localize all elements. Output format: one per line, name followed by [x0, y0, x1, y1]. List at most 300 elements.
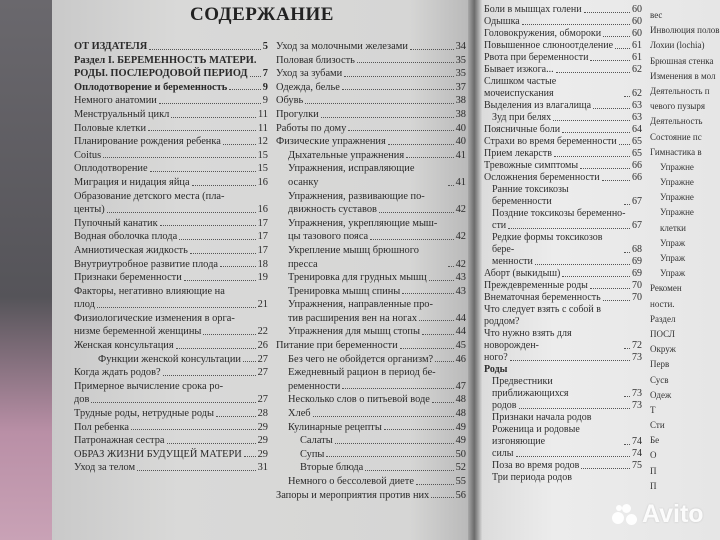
leader-dots [250, 76, 261, 77]
toc-entry-title: Упражнения, исправляющие осанку [288, 163, 415, 188]
toc-entry-title: Рвота при беременности [484, 52, 589, 63]
toc-entry-title: Обувь [276, 95, 304, 107]
leader-dots [149, 49, 261, 50]
toc-entry [74, 149, 268, 163]
toc-entry [484, 352, 642, 364]
toc-entry-title: движность суставов [288, 204, 377, 216]
toc-middle-column [276, 40, 466, 502]
toc-entry-title: Пол ребенка [74, 421, 129, 433]
toc-entry-page: 44 [455, 326, 466, 338]
toc-entry-page: 40 [455, 122, 466, 134]
toc-entry-page: 56 [455, 489, 466, 501]
toc-fragment: Упраж [660, 237, 686, 248]
toc-entry [276, 380, 466, 394]
toc-entry [484, 448, 642, 460]
leader-dots [602, 180, 630, 181]
toc-entry-page: 52 [455, 462, 466, 474]
leader-dots [216, 416, 256, 417]
leader-dots [150, 171, 256, 172]
toc-entry-page: 21 [257, 299, 268, 311]
toc-entry-page: 47 [455, 380, 466, 392]
leader-dots [344, 76, 453, 77]
toc-entry [484, 412, 642, 424]
toc-entry-page: 43 [455, 285, 466, 297]
toc-entry-page: 9 [262, 95, 268, 107]
toc-entry-title: Несколько слов о питьевой воде [288, 394, 430, 406]
toc-entry-title: Аборт (выкидыш) [484, 268, 561, 279]
leader-dots [508, 228, 630, 229]
toc-entry-title: Слишком частые мочеиспускания [484, 76, 557, 99]
toc-entry [276, 271, 466, 285]
toc-entry-page: 38 [455, 95, 466, 107]
toc-entry-title: Одежда, белье [276, 81, 340, 93]
toc-entry-title: ОБРАЗ ЖИЗНИ БУДУЩЕЙ МАТЕРИ [74, 448, 242, 460]
toc-entry-page: 48 [455, 408, 466, 420]
toc-entry-page: 15 [257, 163, 268, 175]
toc-entry-title: цы тазового пояса [288, 231, 369, 243]
toc-fragment: Т [650, 404, 656, 415]
toc-fragment: О [650, 450, 657, 461]
toc-fragment: клетки [660, 222, 686, 233]
toc-entry [276, 421, 466, 435]
leader-dots [435, 361, 453, 362]
toc-entry-title: Оплодотворение [74, 163, 148, 175]
toc-entry [74, 190, 268, 204]
toc-entry [484, 208, 642, 220]
toc-entry [276, 407, 466, 421]
toc-entry [276, 67, 466, 81]
toc-entry-title: Вторые блюда [300, 462, 364, 474]
toc-entry-title: Ранние токсикозы беременности [492, 184, 569, 207]
toc-entry-page: 68 [632, 244, 642, 255]
toc-entry [276, 298, 466, 312]
leader-dots [429, 280, 454, 281]
page-title: СОДЕРЖАНИЕ [190, 4, 334, 25]
toc-entry [74, 271, 268, 285]
toc-entry-page: 15 [257, 149, 268, 161]
avito-watermark [612, 500, 704, 529]
toc-entry-page: 17 [257, 244, 268, 256]
leader-dots [159, 103, 261, 104]
leader-dots [553, 120, 630, 121]
toc-entry-page: 41 [455, 149, 466, 161]
toc-fragment: Гимнастика в [650, 146, 702, 157]
toc-entry-title: Миграция и нидация яйца [74, 176, 190, 188]
toc-entry-page: 11 [257, 122, 268, 134]
toc-entry [484, 148, 642, 160]
toc-entry [74, 203, 268, 217]
toc-entry [74, 339, 268, 353]
leader-dots [624, 252, 630, 253]
toc-entry [276, 366, 466, 380]
leader-dots [365, 470, 453, 471]
toc-entry-title: Работы по дому [276, 122, 347, 134]
toc-entry-title: Функции женской консультации [98, 353, 241, 365]
toc-fragment: вес [650, 10, 663, 20]
toc-entry-page: 27 [257, 394, 268, 406]
toc-entry-page: 22 [257, 326, 268, 338]
toc-entry [74, 122, 268, 136]
toc-entry-page: 29 [257, 421, 268, 433]
leader-dots [432, 402, 454, 403]
toc-entry [484, 220, 642, 232]
leader-dots [190, 253, 256, 254]
toc-entry-title: Упражнения, укрепляющие мыш- [288, 217, 438, 229]
toc-entry [484, 376, 642, 400]
toc-entry-title: Прогулки [276, 108, 319, 120]
leader-dots [229, 89, 261, 90]
toc-entry-title: дов [74, 394, 90, 406]
toc-entry [74, 230, 268, 244]
leader-dots [406, 157, 453, 158]
leader-dots [554, 156, 630, 157]
leader-dots [97, 307, 256, 308]
toc-entry-title: Трудные роды, нетрудные роды [74, 408, 214, 420]
leader-dots [131, 429, 256, 430]
avito-logo-icon [612, 504, 638, 526]
toc-entry-page: 44 [455, 312, 466, 324]
toc-entry [74, 325, 268, 339]
toc-entry [484, 64, 642, 76]
toc-entry-page: 69 [632, 256, 642, 267]
toc-entry [74, 217, 268, 231]
toc-entry-page: 49 [455, 421, 466, 433]
toc-entry-title: Кулинарные рецепты [288, 421, 382, 433]
toc-entry-title: Поза во время родов [492, 460, 580, 471]
toc-entry-title: Супы [300, 448, 325, 460]
toc-entry-page: 64 [632, 124, 642, 135]
toc-entry-title: Без чего не обойдется организм? [288, 353, 434, 365]
toc-entry [484, 40, 642, 52]
background-edge [0, 0, 56, 540]
toc-entry-page: 55 [455, 476, 466, 487]
toc-entry-title: Немного анатомии [74, 95, 157, 107]
toc-entry [276, 434, 466, 448]
toc-fragment: Деятельность [650, 116, 703, 127]
leader-dots [148, 130, 256, 131]
leader-dots [160, 225, 256, 226]
toc-entry-page: 46 [455, 353, 466, 365]
toc-entry [484, 16, 642, 28]
toc-entry [276, 475, 466, 489]
toc-entry-title: Упражнения для мышц стопы [288, 326, 420, 338]
leader-dots [590, 288, 630, 289]
toc-entry-title: плод [74, 299, 95, 311]
leader-dots [167, 443, 256, 444]
toc-entry-title: Раздел I. БЕРЕМЕННОСТЬ МАТЕРИ. [74, 54, 257, 66]
leader-dots [556, 72, 630, 73]
toc-entry [484, 280, 642, 292]
toc-entry-page: 17 [257, 217, 268, 229]
toc-entry-page: 67 [632, 196, 642, 207]
toc-entry [74, 176, 268, 190]
toc-entry [484, 184, 642, 208]
toc-entry [74, 312, 268, 326]
toc-entry-page: 28 [257, 408, 268, 420]
toc-entry-title: Роженица и родовые изгоняющие [492, 424, 580, 447]
toc-fragment: Окруж [650, 344, 676, 355]
toc-entry-page: 61 [632, 40, 642, 51]
toc-entry-title: менности [492, 256, 533, 267]
toc-entry-title: Уход за телом [74, 462, 136, 474]
toc-entry-page: 35 [455, 68, 466, 80]
toc-entry-title: родов [492, 400, 517, 411]
toc-entry [484, 472, 642, 484]
toc-entry-title: Страхи во время беременности [484, 136, 617, 147]
toc-entry [276, 461, 466, 475]
leader-dots [184, 280, 256, 281]
toc-entry-page: 11 [257, 108, 268, 120]
leader-dots [624, 348, 630, 349]
toc-fragment: Упражне [660, 207, 694, 218]
toc-entry-page: 45 [455, 340, 466, 352]
toc-entry-title: Что нужно взять для новорожден- [484, 328, 572, 351]
toc-entry-title: тив расширения вен на ногах [288, 312, 418, 324]
toc-entry-page: 48 [455, 394, 466, 406]
leader-dots [516, 456, 631, 457]
leader-dots [519, 408, 630, 409]
toc-entry [276, 162, 466, 189]
leader-dots [624, 396, 630, 397]
toc-entry-title: Факторы, негативно влияющие на [74, 285, 225, 297]
toc-entry [74, 421, 268, 435]
toc-entry [276, 244, 466, 271]
toc-entry-page: 38 [455, 108, 466, 120]
toc-fragment: чевого пузыря [650, 101, 705, 112]
toc-entry-title: Половая близость [276, 54, 355, 66]
toc-entry [276, 81, 466, 95]
toc-entry-title: сти [492, 220, 507, 231]
toc-entry [484, 28, 642, 40]
toc-entry [74, 54, 268, 68]
toc-entry-title: Физиологические изменения в орга- [74, 312, 235, 324]
toc-fragment: ПОСЛ [650, 328, 675, 339]
leader-dots [562, 276, 630, 277]
leader-dots [419, 320, 454, 321]
leader-dots [400, 348, 454, 349]
toc-entry-page: 42 [455, 204, 466, 216]
leader-dots [388, 144, 454, 145]
toc-entry-title: Амниотическая жидкость [74, 244, 188, 256]
toc-entry [74, 135, 268, 149]
toc-entry-page: 60 [632, 4, 642, 15]
toc-fragment: ности. [650, 298, 675, 309]
toc-entry [74, 353, 268, 367]
toc-entry [484, 160, 642, 172]
leader-dots [416, 484, 454, 485]
leader-dots [624, 96, 630, 97]
toc-fragment: П [650, 465, 657, 476]
toc-entry-title: Coitus [74, 149, 102, 161]
toc-entry [276, 448, 466, 462]
toc-entry-title: низме беременной женщины [74, 326, 202, 338]
toc-entry-page: 41 [455, 176, 466, 188]
toc-entry-page: 66 [632, 172, 642, 183]
toc-fragment: Бе [650, 435, 660, 446]
toc-fragment: Брюшная стенка [650, 55, 714, 66]
toc-entry-title: Салаты [300, 435, 333, 447]
toc-fragment: Состояние пс [650, 131, 702, 142]
toc-entry-page: 60 [632, 16, 642, 27]
leader-dots [176, 348, 256, 349]
toc-entry-title: силы [492, 448, 514, 459]
leader-dots [580, 168, 630, 169]
toc-left-column [74, 40, 268, 475]
toc-entry-title: Питание при беременности [276, 340, 398, 352]
toc-entry [276, 339, 466, 353]
toc-entry [484, 256, 642, 268]
toc-entry [276, 353, 466, 367]
toc-entry-page: 50 [455, 448, 466, 460]
toc-entry-page: 27 [257, 367, 268, 379]
toc-entry-title: Выделения из влагалища [484, 100, 592, 111]
leader-dots [590, 60, 630, 61]
toc-fragment: Лохии (lochia) [650, 40, 705, 51]
leader-dots [335, 443, 454, 444]
leader-dots [103, 157, 255, 158]
toc-entry-title: Три периода родов [492, 472, 572, 483]
toc-entry-title: Боли в мышцах голени [484, 4, 582, 15]
toc-entry-page: 69 [632, 268, 642, 279]
toc-entry-page: 27 [257, 353, 268, 365]
toc-entry [74, 380, 268, 394]
toc-entry [276, 149, 466, 163]
toc-entry [74, 366, 268, 380]
toc-fragment: Деятельность п [650, 85, 710, 96]
leader-dots [137, 470, 255, 471]
toc-entry-title: Оплодотворение и беременность [74, 81, 228, 93]
toc-entry-page: 65 [632, 148, 642, 159]
toc-entry-title: Хлеб [288, 408, 311, 420]
toc-entry-page: 73 [632, 352, 642, 363]
toc-entry [276, 54, 466, 68]
toc-entry-page: 29 [257, 435, 268, 447]
leader-dots [342, 388, 453, 389]
leader-dots [624, 444, 630, 445]
toc-entry-page: 49 [455, 435, 466, 447]
toc-entry-title: Половые клетки [74, 122, 147, 134]
leader-dots [422, 334, 454, 335]
toc-entry [484, 4, 642, 16]
toc-entry [484, 124, 642, 136]
toc-entry [484, 268, 642, 280]
toc-entry-title: Признаки беременности [74, 272, 182, 284]
toc-entry-page: 5 [262, 41, 268, 52]
toc-entry [74, 434, 268, 448]
toc-entry-page: 74 [632, 448, 642, 459]
toc-entry-page: 60 [632, 28, 642, 39]
leader-dots [357, 62, 454, 63]
toc-fragment: Упраж [660, 253, 686, 263]
leader-dots [581, 468, 630, 469]
leader-dots [171, 117, 256, 118]
toc-entry-page: 70 [632, 280, 642, 291]
toc-entry-title: Зуд при белях [492, 112, 552, 123]
toc-entry [276, 40, 466, 54]
toc-entry-page: 29 [257, 448, 268, 460]
toc-entry [484, 52, 642, 64]
toc-far-right-fragments [650, 8, 720, 494]
leader-dots [603, 300, 630, 301]
toc-entry-title: Признаки начала родов [492, 412, 592, 423]
toc-entry [484, 100, 642, 112]
leader-dots [448, 266, 454, 267]
leader-dots [348, 130, 453, 131]
toc-entry-page: 62 [632, 88, 642, 99]
leader-dots [179, 239, 255, 240]
toc-entry-title: Водная оболочка плода [74, 231, 178, 243]
toc-entry-title: Одышка [484, 16, 520, 27]
toc-entry-title: Упражнения, направленные про- [288, 299, 433, 311]
toc-entry [276, 108, 466, 122]
toc-entry-page: 16 [257, 204, 268, 216]
toc-entry-page: 26 [257, 340, 268, 352]
toc-fragment: Перв [650, 359, 670, 370]
toc-right-page-column [484, 4, 642, 484]
toc-entry [276, 122, 466, 136]
toc-entry-title: Немного о бессолевой диете [288, 476, 414, 487]
toc-entry [484, 232, 642, 256]
toc-entry-title: Внутриутробное развитие плода [74, 258, 218, 270]
toc-fragment: Рекомен [650, 283, 682, 294]
leader-dots [410, 49, 454, 50]
toc-entry-page: 62 [632, 64, 642, 75]
leader-dots [562, 132, 630, 133]
leader-dots [342, 89, 454, 90]
toc-entry [484, 304, 642, 328]
toc-fragment: Инволюция полов [650, 25, 720, 36]
toc-entry-title: Поздние токсикозы беременно- [492, 208, 626, 219]
leader-dots [522, 24, 630, 25]
leader-dots [593, 108, 630, 109]
toc-entry-page: 34 [455, 41, 466, 52]
toc-entry-title: Поясничные боли [484, 124, 561, 135]
toc-entry-page: 66 [632, 160, 642, 171]
toc-entry-page: 31 [257, 462, 268, 474]
toc-entry-page: 40 [455, 136, 466, 148]
leader-dots [431, 497, 453, 498]
toc-entry-page: 16 [257, 176, 268, 188]
leader-dots [107, 212, 256, 213]
toc-entry [484, 76, 642, 100]
leader-dots [163, 375, 256, 376]
toc-fragment: Упражне [660, 192, 694, 203]
toc-entry-title: Внематочная беременность [484, 292, 601, 303]
toc-entry [74, 81, 268, 95]
toc-entry-title: Роды [484, 364, 508, 375]
toc-entry-title: Прием лекарств [484, 148, 552, 159]
leader-dots [243, 361, 256, 362]
toc-entry [276, 393, 466, 407]
toc-entry-title: Уход за зубами [276, 68, 343, 80]
toc-entry-title: Женская консультация [74, 340, 174, 352]
toc-entry-title: Укрепление мышц брюшного пресса [288, 244, 419, 270]
leader-dots [220, 266, 256, 267]
toc-entry-title: ного? [484, 352, 508, 363]
toc-entry-page: 67 [632, 220, 642, 231]
toc-entry-title: РОДЫ. ПОСЛЕРОДОВОЙ ПЕРИОД [74, 68, 248, 80]
toc-entry-page: 7 [262, 68, 268, 80]
toc-entry-title: Головокружения, обмороки [484, 28, 602, 39]
toc-entry-page: 17 [257, 231, 268, 243]
toc-entry-title: Запоры и мероприятия против них [276, 489, 430, 501]
leader-dots [619, 144, 630, 145]
toc-fragment: Упраж [660, 268, 686, 279]
leader-dots [448, 185, 454, 186]
leader-dots [91, 402, 255, 403]
toc-entry [276, 312, 466, 326]
toc-entry [74, 407, 268, 421]
